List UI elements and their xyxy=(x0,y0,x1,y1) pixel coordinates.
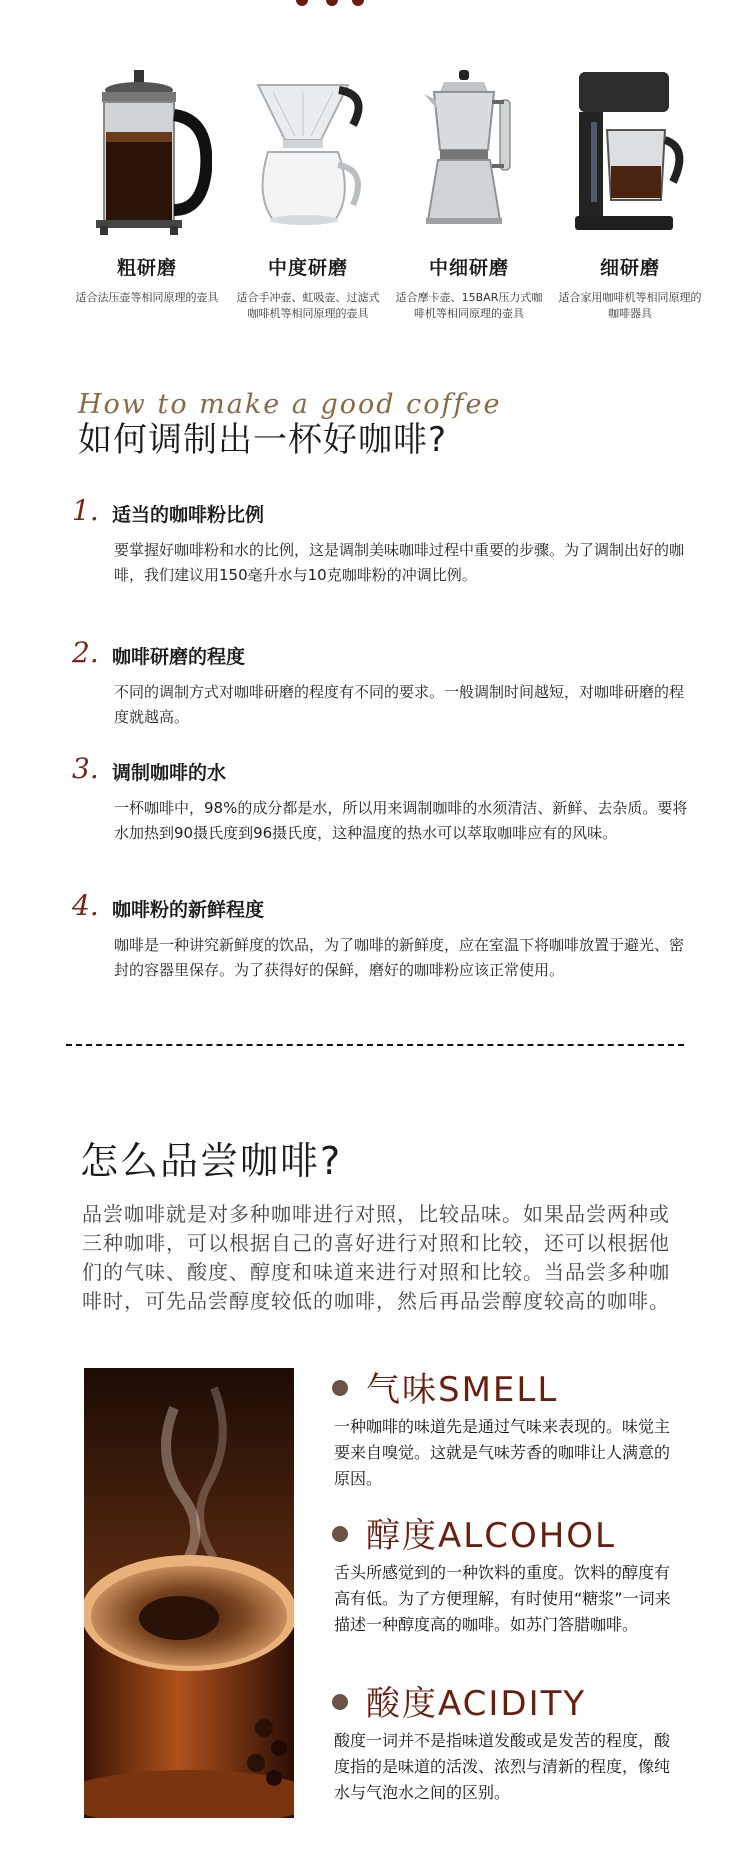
step-heading: 咖啡研磨的程度 xyxy=(112,646,246,668)
grind-brewer-row xyxy=(0,60,750,360)
brewer-desc: 适合手冲壶、虹吸壶、过滤式咖啡机等相同原理的壶具 xyxy=(236,291,380,320)
step-number: 2. xyxy=(72,636,99,669)
brewer-name: 中度研磨 xyxy=(267,257,348,279)
step-heading: 咖啡粉的新鲜程度 xyxy=(112,899,265,921)
step-number: 1. xyxy=(72,494,99,527)
brewer-medium xyxy=(223,60,393,322)
french-press-icon xyxy=(62,60,232,235)
feature-body: 酸度一词并不是指味道发酸或是发苦的程度，酸度指的是味道的活泼、浓烈与清新的程度，像纯水与气泡水之间的区别。 xyxy=(334,1731,671,1802)
brewer-desc: 适合法压壶等相同原理的壶具 xyxy=(75,291,219,304)
brewer-desc: 适合摩卡壶、15BAR压力式咖啡机等相同原理的壶具 xyxy=(395,291,543,320)
coffee-cup-photo xyxy=(84,1368,294,1818)
step-body: 不同的调制方式对咖啡研磨的程度有不同的要求。一般调制时间越短，对咖啡研磨的程度就越高。 xyxy=(114,683,685,726)
how-to-section-heading xyxy=(78,390,718,462)
bullet-dot xyxy=(332,1526,348,1542)
feature-title: 酸度ACIDITY xyxy=(366,1684,587,1724)
brewer-desc: 适合家用咖啡机等相同原理的咖啡器具 xyxy=(558,291,702,320)
step-heading: 适当的咖啡粉比例 xyxy=(112,504,265,526)
step-body: 要掌握好咖啡粉和水的比例，这是调制美味咖啡过程中重要的步骤。为了调制出好的咖啡，我们建议用150毫升水与10克咖啡粉的冲调比例。 xyxy=(114,541,685,584)
feature-title: 气味SMELL xyxy=(366,1370,559,1410)
step-body: 咖啡是一种讲究新鲜度的饮品，为了咖啡的新鲜度，应在室温下将咖啡放置于避光、密封的容器里保存。为了获得好的保鲜，磨好的咖啡粉应该正常使用。 xyxy=(114,936,685,979)
brewer-fine xyxy=(545,60,715,322)
brewer-name: 中细研磨 xyxy=(428,257,509,279)
step-heading: 调制咖啡的水 xyxy=(112,762,227,784)
step-number: 4. xyxy=(72,889,99,922)
bullet-dot xyxy=(332,1380,348,1396)
step-body: 一杯咖啡中，98%的成分都是水，所以用来调制咖啡的水须清洁、新鲜、去杂质。要将水加热到90摄氏度到96摄氏度，这种温度的热水可以萃取咖啡应有的风味。 xyxy=(114,799,688,842)
bullet-dot xyxy=(332,1694,348,1710)
brewer-medium-fine xyxy=(384,60,554,322)
top-fragment xyxy=(0,0,750,10)
step-number: 3. xyxy=(72,752,99,785)
pour-over-dripper-icon xyxy=(223,60,393,235)
feature-body: 舌头所感觉到的一种饮料的重度。饮料的醇度有高有低。为了方便理解，有时使用“糖浆”一词来描述一种醇度高的咖啡。如苏门答腊咖啡。 xyxy=(334,1563,671,1634)
moka-pot-icon xyxy=(384,60,554,235)
feature-title: 醇度ALCOHOL xyxy=(366,1516,616,1556)
script-subtitle: How to make a good coffee xyxy=(78,389,502,420)
section-divider xyxy=(66,1044,684,1046)
section-title: 怎么品尝咖啡? xyxy=(80,1139,343,1183)
brewer-name: 粗研磨 xyxy=(116,257,177,279)
section-intro: 品尝咖啡就是对多种咖啡进行对照，比较品味。如果品尝两种或三种咖啡，可以根据自己的喜好进行对照和比较，还可以根据他们的气味、酸度、醇度和味道来进行对照和比较。当品尝多种咖啡时，可先品尝醇度较低的咖啡，然后再品尝醇度较高的咖啡。 xyxy=(82,1202,670,1313)
feature-body: 一种咖啡的味道先是通过气味来表现的。味觉主要来自嗅觉。这就是气味芳香的咖啡让人满意的原因。 xyxy=(334,1417,671,1488)
drip-coffee-machine-icon xyxy=(545,60,715,235)
section-title: 如何调制出一杯好咖啡? xyxy=(78,420,448,460)
brewer-coarse xyxy=(62,60,232,306)
brewer-name: 细研磨 xyxy=(599,257,660,279)
